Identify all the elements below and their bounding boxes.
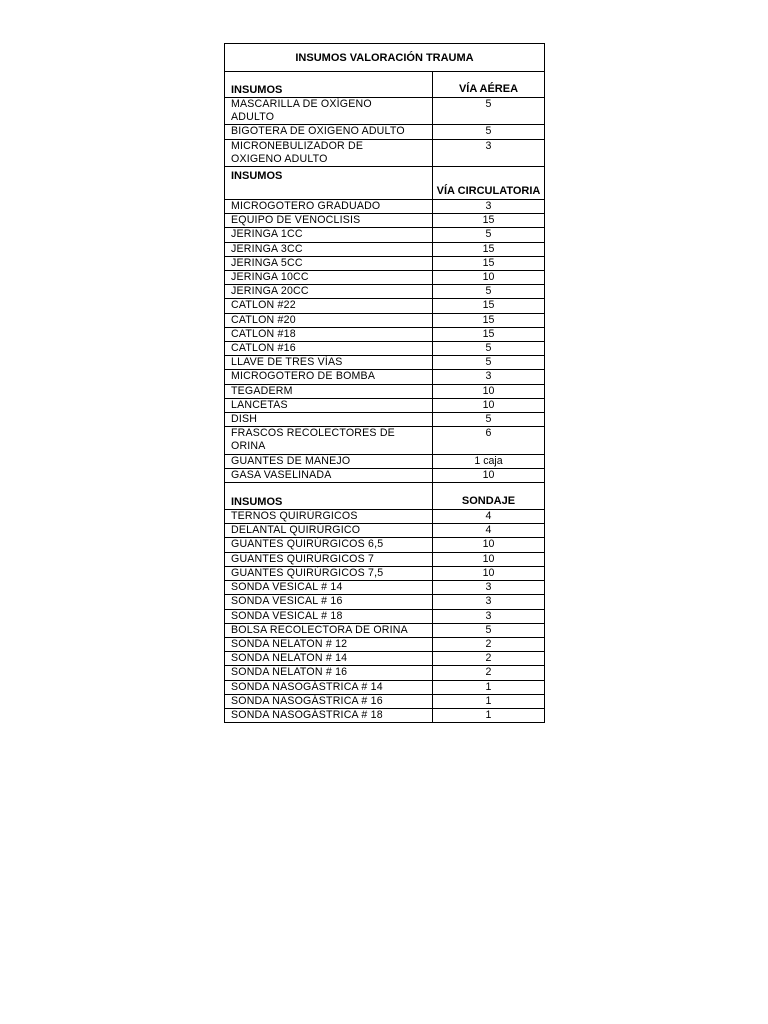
table-row (225, 695, 544, 709)
item-quantity: 3 (485, 609, 492, 622)
item-quantity: 4 (485, 510, 492, 523)
item-quantity: 15 (482, 256, 495, 269)
item-quantity: 2 (485, 652, 492, 665)
item-name: CATLON #20 (225, 314, 433, 327)
item-quantity: 10 (482, 566, 495, 579)
item-quantity: 2 (485, 637, 492, 650)
table-row (225, 214, 544, 228)
item-name: JERINGA 3CC (225, 243, 433, 256)
table-row (225, 257, 544, 271)
item-quantity: 1 (485, 694, 492, 707)
section-header (225, 72, 544, 98)
section-header (225, 483, 544, 510)
table-row (225, 610, 544, 624)
item-quantity: 10 (482, 398, 495, 411)
item-quantity: 3 (485, 200, 492, 213)
table-row (225, 399, 544, 413)
item-name: GUANTES DE MANEJO (225, 455, 433, 468)
item-name: SONDA NELATON # 14 (225, 652, 433, 665)
section-header-label: INSUMOS (225, 72, 433, 97)
item-quantity: 1 (485, 680, 492, 693)
item-name: GUANTES QUIRÚRGICOS 7,5 (225, 567, 433, 580)
table-row (225, 524, 544, 538)
item-quantity: 2 (485, 666, 492, 679)
item-quantity: 1 caja (474, 454, 503, 467)
table-row (225, 510, 544, 524)
table-row (225, 538, 544, 552)
item-name: SONDA VESICAL # 14 (225, 581, 433, 594)
item-quantity: 5 (485, 342, 492, 355)
item-name: BOLSA RECOLECTORA DE ORINA (225, 624, 433, 637)
table-row (225, 652, 544, 666)
item-quantity: 15 (482, 299, 495, 312)
table-row (225, 469, 544, 483)
section-header-category: SONDAJE (461, 495, 516, 508)
item-name: MICRONEBULIZADOR DE OXIGENO ADULTO (225, 140, 433, 166)
section-header-label: INSUMOS (225, 167, 433, 199)
item-name: SONDA NELATON # 12 (225, 638, 433, 651)
table-row (225, 427, 544, 454)
item-quantity: 10 (482, 538, 495, 551)
table-row (225, 709, 544, 722)
item-name: JERINGA 5CC (225, 257, 433, 270)
table-row (225, 125, 544, 139)
item-name: TEGADERM (225, 385, 433, 398)
supplies-table (224, 43, 545, 723)
item-quantity: 10 (482, 468, 495, 481)
section-header-category: VÍA CIRCULATORIA (436, 185, 541, 198)
section-header-label: INSUMOS (225, 483, 433, 509)
item-name: SONDA NASOGÁSTRICA # 18 (225, 709, 433, 722)
item-quantity: 4 (485, 524, 492, 537)
table-row (225, 666, 544, 680)
item-quantity: 5 (485, 285, 492, 298)
item-quantity: 15 (482, 242, 495, 255)
table-row (225, 228, 544, 242)
item-quantity: 5 (485, 228, 492, 241)
item-name: GUANTES QUIRÚRGICOS 6,5 (225, 538, 433, 551)
section-header-category: VÍA AÉREA (458, 83, 519, 95)
item-quantity: 5 (485, 623, 492, 636)
item-name: DELANTAL QUIRÚRGICO (225, 524, 433, 537)
item-name: JERINGA 10CC (225, 271, 433, 284)
item-quantity: 10 (482, 271, 495, 284)
item-quantity: 3 (485, 370, 492, 383)
table-row (225, 370, 544, 384)
item-quantity: 3 (485, 139, 492, 152)
table-row (225, 342, 544, 356)
item-name: EQUIPO DE VENOCLISIS (225, 214, 433, 227)
item-name: BIGOTERA DE OXIGENO ADULTO (225, 125, 433, 138)
item-quantity: 6 (485, 427, 492, 440)
item-name: SONDA VESICAL # 16 (225, 595, 433, 608)
table-row (225, 98, 544, 125)
item-name: MICROGOTERO DE BOMBA (225, 370, 433, 383)
table-section (225, 72, 544, 167)
item-quantity: 3 (485, 595, 492, 608)
item-name: LANCETAS (225, 399, 433, 412)
table-row (225, 455, 544, 469)
table-row (225, 140, 544, 167)
table-row (225, 314, 544, 328)
table-row (225, 581, 544, 595)
item-name: JERINGA 20CC (225, 285, 433, 298)
table-row (225, 299, 544, 313)
item-name: CATLON #16 (225, 342, 433, 355)
item-quantity: 5 (485, 413, 492, 426)
item-name: FRASCOS RECOLECTORES DE ORINA (225, 427, 433, 453)
item-name: LLAVE DE TRES VÍAS (225, 356, 433, 369)
table-body (225, 72, 544, 722)
item-quantity: 5 (485, 125, 492, 138)
item-quantity: 5 (485, 98, 492, 110)
item-quantity: 15 (482, 313, 495, 326)
item-name: MASCARILLA DE OXÍGENO ADULTO (225, 98, 433, 124)
item-name: DISH (225, 413, 433, 426)
item-name: MICROGOTERO GRADUADO (225, 200, 433, 213)
table-row (225, 285, 544, 299)
table-row (225, 328, 544, 342)
table-row (225, 595, 544, 609)
item-name: CATLON #18 (225, 328, 433, 341)
table-row (225, 681, 544, 695)
table-row (225, 271, 544, 285)
table-section (225, 167, 544, 483)
item-quantity: 10 (482, 552, 495, 565)
item-name: GUANTES QUIRÚRGICOS 7 (225, 553, 433, 566)
item-name: SONDA NASOGÁSTRICA # 16 (225, 695, 433, 708)
table-row (225, 638, 544, 652)
item-name: SONDA VESICAL # 18 (225, 610, 433, 623)
item-name: SONDA NELATON # 16 (225, 666, 433, 679)
item-quantity: 15 (482, 327, 495, 340)
table-row (225, 200, 544, 214)
table-row (225, 356, 544, 370)
table-row (225, 567, 544, 581)
item-name: GASA VASELINADA (225, 469, 433, 482)
section-header (225, 167, 544, 200)
item-name: SONDA NASOGÁSTRICA # 14 (225, 681, 433, 694)
table-row (225, 624, 544, 638)
item-name: JERINGA 1CC (225, 228, 433, 241)
table-section (225, 483, 544, 722)
table-title: INSUMOS VALORACIÓN TRAUMA (225, 44, 544, 72)
table-row (225, 413, 544, 427)
item-quantity: 15 (482, 214, 495, 227)
item-quantity: 5 (485, 356, 492, 369)
item-name: CATLON #22 (225, 299, 433, 312)
item-name: TERNOS QUIRÚRGICOS (225, 510, 433, 523)
item-quantity: 10 (482, 384, 495, 397)
table-row (225, 553, 544, 567)
table-row (225, 385, 544, 399)
table-row (225, 243, 544, 257)
item-quantity: 1 (485, 708, 492, 721)
item-quantity: 3 (485, 581, 492, 594)
